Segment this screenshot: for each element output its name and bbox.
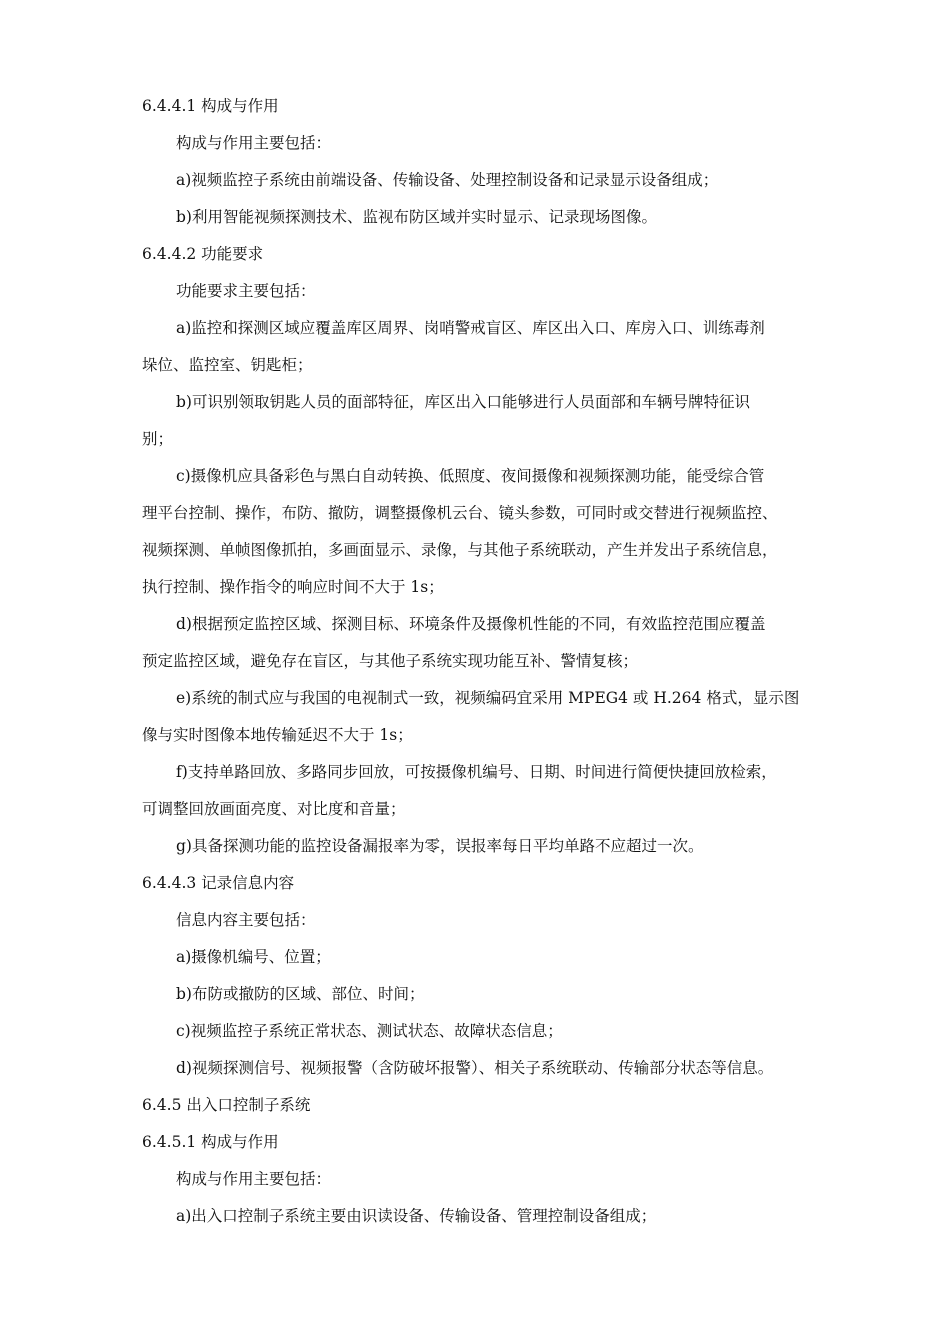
list-item-continuation: 预定监控区域，避免存在盲区，与其他子系统实现功能互补、警情复核； — [142, 652, 639, 670]
list-item: a)出入口控制子系统主要由识读设备、传输设备、管理控制设备组成； — [176, 1207, 657, 1225]
list-item: g)具备探测功能的监控设备漏报率为零，误报率每日平均单路不应超过一次。 — [176, 837, 704, 855]
paragraph-intro: 功能要求主要包括： — [176, 282, 316, 300]
list-item: b)利用智能视频探测技术、监视布防区域并实时显示、记录现场图像。 — [176, 208, 657, 226]
list-item: e)系统的制式应与我国的电视制式一致，视频编码宜采用 MPEG4 或 H.264 格式，显示图 — [176, 689, 800, 707]
section-heading: 6.4.4.1 构成与作用 — [142, 97, 279, 115]
list-item: d)视频探测信号、视频报警（含防破坏报警）、相关子系统联动、传输部分状态等信息。 — [176, 1059, 774, 1077]
list-item-continuation: 可调整回放画面亮度、对比度和音量； — [142, 800, 406, 818]
section-heading: 6.4.5 出入口控制子系统 — [142, 1096, 311, 1114]
list-item: a)视频监控子系统由前端设备、传输设备、处理控制设备和记录显示设备组成； — [176, 171, 719, 189]
paragraph-intro: 信息内容主要包括： — [176, 911, 316, 929]
section-heading: 6.4.4.2 功能要求 — [142, 245, 264, 263]
list-item-continuation: 视频探测、单帧图像抓拍，多画面显示、录像，与其他子系统联动，产生并发出子系统信息， — [142, 541, 778, 559]
list-item: b)布防或撤防的区域、部位、时间； — [176, 985, 425, 1003]
paragraph-intro: 构成与作用主要包括： — [176, 1170, 332, 1188]
list-item-continuation: 别； — [142, 430, 174, 448]
list-item-continuation: 像与实时图像本地传输延迟不大于 1s； — [142, 726, 413, 744]
list-item-continuation: 理平台控制、操作，布防、撤防，调整摄像机云台、镜头参数，可同时或交替进行视频监控、 — [142, 504, 778, 522]
list-item: c)摄像机应具备彩色与黑白自动转换、低照度、夜间摄像和视频探测功能，能受综合管 — [176, 467, 765, 485]
list-item: b)可识别领取钥匙人员的面部特征，库区出入口能够进行人员面部和车辆号牌特征识 — [176, 393, 750, 411]
list-item-continuation: 垛位、监控室、钥匙柜； — [142, 356, 313, 374]
list-item: a)摄像机编号、位置； — [176, 948, 331, 966]
section-heading: 6.4.5.1 构成与作用 — [142, 1133, 279, 1151]
paragraph-intro: 构成与作用主要包括： — [176, 134, 332, 152]
list-item: f)支持单路回放、多路同步回放，可按摄像机编号、日期、时间进行简便快捷回放检索， — [176, 763, 777, 781]
list-item-continuation: 执行控制、操作指令的响应时间不大于 1s； — [142, 578, 444, 596]
list-item: c)视频监控子系统正常状态、测试状态、故障状态信息； — [176, 1022, 563, 1040]
list-item: d)根据预定监控区域、探测目标、环境条件及摄像机性能的不同，有效监控范围应覆盖 — [176, 615, 766, 633]
section-heading: 6.4.4.3 记录信息内容 — [142, 874, 295, 892]
list-item: a)监控和探测区域应覆盖库区周界、岗哨警戒盲区、库区出入口、库房入口、训练毒剂 — [176, 319, 765, 337]
